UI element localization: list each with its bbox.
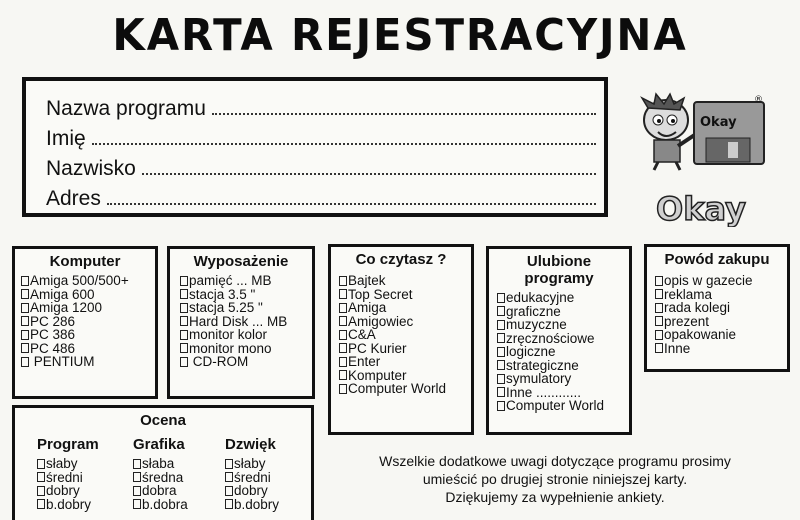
checkbox-list	[655, 274, 787, 355]
list-item[interactable]: dobry	[225, 484, 279, 498]
list-item[interactable]: Amiga 600	[21, 288, 155, 302]
list-item[interactable]: b.dobry	[37, 498, 99, 512]
list-item[interactable]: Top Secret	[339, 288, 471, 302]
list-item[interactable]: Enter	[339, 355, 471, 369]
list-item[interactable]: muzyczne	[497, 318, 629, 332]
checkbox[interactable]	[21, 289, 29, 299]
checkbox[interactable]	[655, 303, 663, 313]
checkbox[interactable]	[497, 374, 505, 384]
list-item[interactable]: C&A	[339, 328, 471, 342]
list-item[interactable]: PENTIUM	[21, 355, 155, 369]
list-item[interactable]: Computer World	[497, 399, 629, 413]
powod-zakupu-box	[644, 244, 790, 372]
checkbox[interactable]	[180, 357, 188, 367]
checkbox[interactable]	[133, 499, 141, 509]
list-item[interactable]: stacja 3.5 "	[180, 288, 312, 302]
additional-notes-text: Wszelkie dodatkowe uwagi dotyczące programu prosimy umieścić po drugiej stronie niniejszej karty. Dziękujemy za wypełnienie ankiety.	[379, 453, 731, 505]
personal-data-form	[22, 77, 608, 217]
checkbox[interactable]	[21, 330, 29, 340]
list-item[interactable]: Amiga 500/500+	[21, 274, 155, 288]
field-label: Nazwisko	[46, 157, 136, 180]
list-item[interactable]: Computer World	[339, 382, 471, 396]
checkbox[interactable]	[339, 357, 347, 367]
checkbox[interactable]	[339, 316, 347, 326]
list-item[interactable]: PC 386	[21, 328, 155, 342]
list-item[interactable]: PC Kurier	[339, 342, 471, 356]
list-item[interactable]: strategiczne	[497, 359, 629, 373]
card-title: KARTA REJESTRACYJNA	[112, 10, 688, 61]
checkbox[interactable]	[21, 303, 29, 313]
checkbox[interactable]	[497, 333, 505, 343]
field-label: Adres	[46, 187, 101, 210]
checkbox[interactable]	[37, 459, 45, 469]
list-item[interactable]: prezent	[655, 315, 787, 329]
list-item[interactable]: reklama	[655, 288, 787, 302]
okay-logo	[636, 92, 776, 227]
checkbox[interactable]	[339, 303, 347, 313]
checkbox[interactable]	[655, 330, 663, 340]
list-item[interactable]: pamięć ... MB	[180, 274, 312, 288]
list-item[interactable]: stacja 5.25 "	[180, 301, 312, 315]
dotted-line[interactable]	[107, 203, 596, 205]
section-title: Ulubione programy	[524, 253, 594, 287]
checkbox[interactable]	[339, 343, 347, 353]
dzwiek-rating	[225, 436, 279, 511]
list-item[interactable]: symulatory	[497, 372, 629, 386]
checkbox[interactable]	[339, 276, 347, 286]
checkbox[interactable]	[497, 293, 505, 303]
list-item[interactable]: PC 486	[21, 342, 155, 356]
list-item[interactable]: słaby	[225, 457, 279, 471]
section-title: Wyposażenie	[193, 253, 289, 270]
checkbox[interactable]	[21, 316, 29, 326]
rating-title: Grafika	[133, 436, 185, 453]
list-item[interactable]: Komputer	[339, 369, 471, 383]
checkbox[interactable]	[497, 306, 505, 316]
list-item[interactable]: średni	[225, 471, 279, 485]
checkbox[interactable]	[497, 347, 505, 357]
checkbox[interactable]	[497, 360, 505, 370]
checkbox[interactable]	[37, 486, 45, 496]
checkbox-list	[133, 457, 188, 511]
checkbox[interactable]	[339, 370, 347, 380]
okay-wordmark: Okay	[656, 190, 746, 227]
field-first-name[interactable]	[46, 121, 596, 151]
wyposazenie-box	[167, 246, 315, 399]
list-item[interactable]: Amiga 1200	[21, 301, 155, 315]
checkbox[interactable]	[225, 499, 233, 509]
list-item[interactable]: Bajtek	[339, 274, 471, 288]
rating-title: Dzwięk	[225, 436, 276, 453]
checkbox[interactable]	[339, 384, 347, 394]
checkbox[interactable]	[180, 330, 188, 340]
list-item[interactable]: dobry	[37, 484, 99, 498]
checkbox[interactable]	[225, 486, 233, 496]
checkbox[interactable]	[339, 330, 347, 340]
list-item[interactable]: Amiga	[339, 301, 471, 315]
field-label: Imię	[46, 127, 86, 150]
checkbox-list	[497, 291, 629, 413]
checkbox-list	[180, 274, 312, 369]
checkbox[interactable]	[655, 316, 663, 326]
list-item[interactable]: opis w gazecie	[655, 274, 787, 288]
list-item[interactable]: słaba	[133, 457, 188, 471]
floppy-disk-icon	[694, 102, 764, 164]
list-item[interactable]: edukacyjne	[497, 291, 629, 305]
checkbox[interactable]	[180, 289, 188, 299]
komputer-box	[12, 246, 158, 399]
checkbox[interactable]	[21, 276, 29, 286]
dotted-line[interactable]	[92, 143, 596, 145]
co-czytasz-box	[328, 244, 474, 435]
list-item[interactable]: dobra	[133, 484, 188, 498]
list-item[interactable]: Inne	[655, 342, 787, 356]
list-item[interactable]: rada kolegi	[655, 301, 787, 315]
list-item[interactable]: średna	[133, 471, 188, 485]
section-title: Co czytasz ?	[355, 251, 447, 268]
registered-mark: ®	[754, 95, 763, 105]
checkbox-list	[225, 457, 279, 511]
list-item[interactable]: opakowanie	[655, 328, 787, 342]
checkbox[interactable]	[655, 343, 663, 353]
list-item[interactable]: logiczne	[497, 345, 629, 359]
checkbox-list	[21, 274, 155, 369]
ocena-box	[12, 405, 314, 520]
field-last-name[interactable]	[46, 151, 596, 181]
checkbox[interactable]	[655, 276, 663, 286]
checkbox[interactable]	[497, 401, 505, 411]
checkbox[interactable]	[180, 276, 188, 286]
checkbox[interactable]	[655, 289, 663, 299]
checkbox-list	[37, 457, 99, 511]
list-item[interactable]: zręcznościowe	[497, 332, 629, 346]
mascot-icon	[642, 94, 696, 170]
field-label: Nazwa programu	[46, 97, 206, 120]
list-item[interactable]: graficzne	[497, 305, 629, 319]
checkbox[interactable]	[180, 303, 188, 313]
checkbox[interactable]	[339, 289, 347, 299]
checkbox[interactable]	[180, 343, 188, 353]
checkbox[interactable]	[21, 343, 29, 353]
checkbox[interactable]	[37, 499, 45, 509]
dotted-line[interactable]	[212, 113, 596, 115]
checkbox[interactable]	[225, 459, 233, 469]
checkbox-list	[339, 274, 471, 396]
checkbox[interactable]	[133, 459, 141, 469]
section-title: Ocena	[140, 412, 186, 429]
program-rating	[37, 436, 99, 511]
ulubione-programy-box	[486, 246, 632, 435]
checkbox[interactable]	[497, 387, 505, 397]
list-item[interactable]: Amigowiec	[339, 315, 471, 329]
dotted-line[interactable]	[142, 173, 596, 175]
list-item[interactable]: Hard Disk ... MB	[180, 315, 312, 329]
grafika-rating	[133, 436, 188, 511]
section-title: Powód zakupu	[664, 251, 770, 268]
list-item[interactable]: b.dobry	[225, 498, 279, 512]
list-item[interactable]: CD-ROM	[180, 355, 312, 369]
field-program-name[interactable]	[46, 91, 596, 121]
section-title: Komputer	[49, 253, 121, 270]
checkbox[interactable]	[133, 472, 141, 482]
checkbox[interactable]	[497, 320, 505, 330]
checkbox[interactable]	[225, 472, 233, 482]
list-item[interactable]: b.dobra	[133, 498, 188, 512]
list-item[interactable]: słaby	[37, 457, 99, 471]
field-address[interactable]	[46, 181, 596, 211]
disk-label: Okay	[700, 115, 737, 130]
checkbox[interactable]	[37, 472, 45, 482]
checkbox[interactable]	[133, 486, 141, 496]
list-item[interactable]: monitor mono	[180, 342, 312, 356]
list-item[interactable]: Inne ............	[497, 386, 629, 400]
rating-title: Program	[37, 436, 99, 453]
checkbox[interactable]	[180, 316, 188, 326]
list-item[interactable]: średni	[37, 471, 99, 485]
list-item[interactable]: monitor kolor	[180, 328, 312, 342]
checkbox[interactable]	[21, 357, 29, 367]
list-item[interactable]: PC 286	[21, 315, 155, 329]
